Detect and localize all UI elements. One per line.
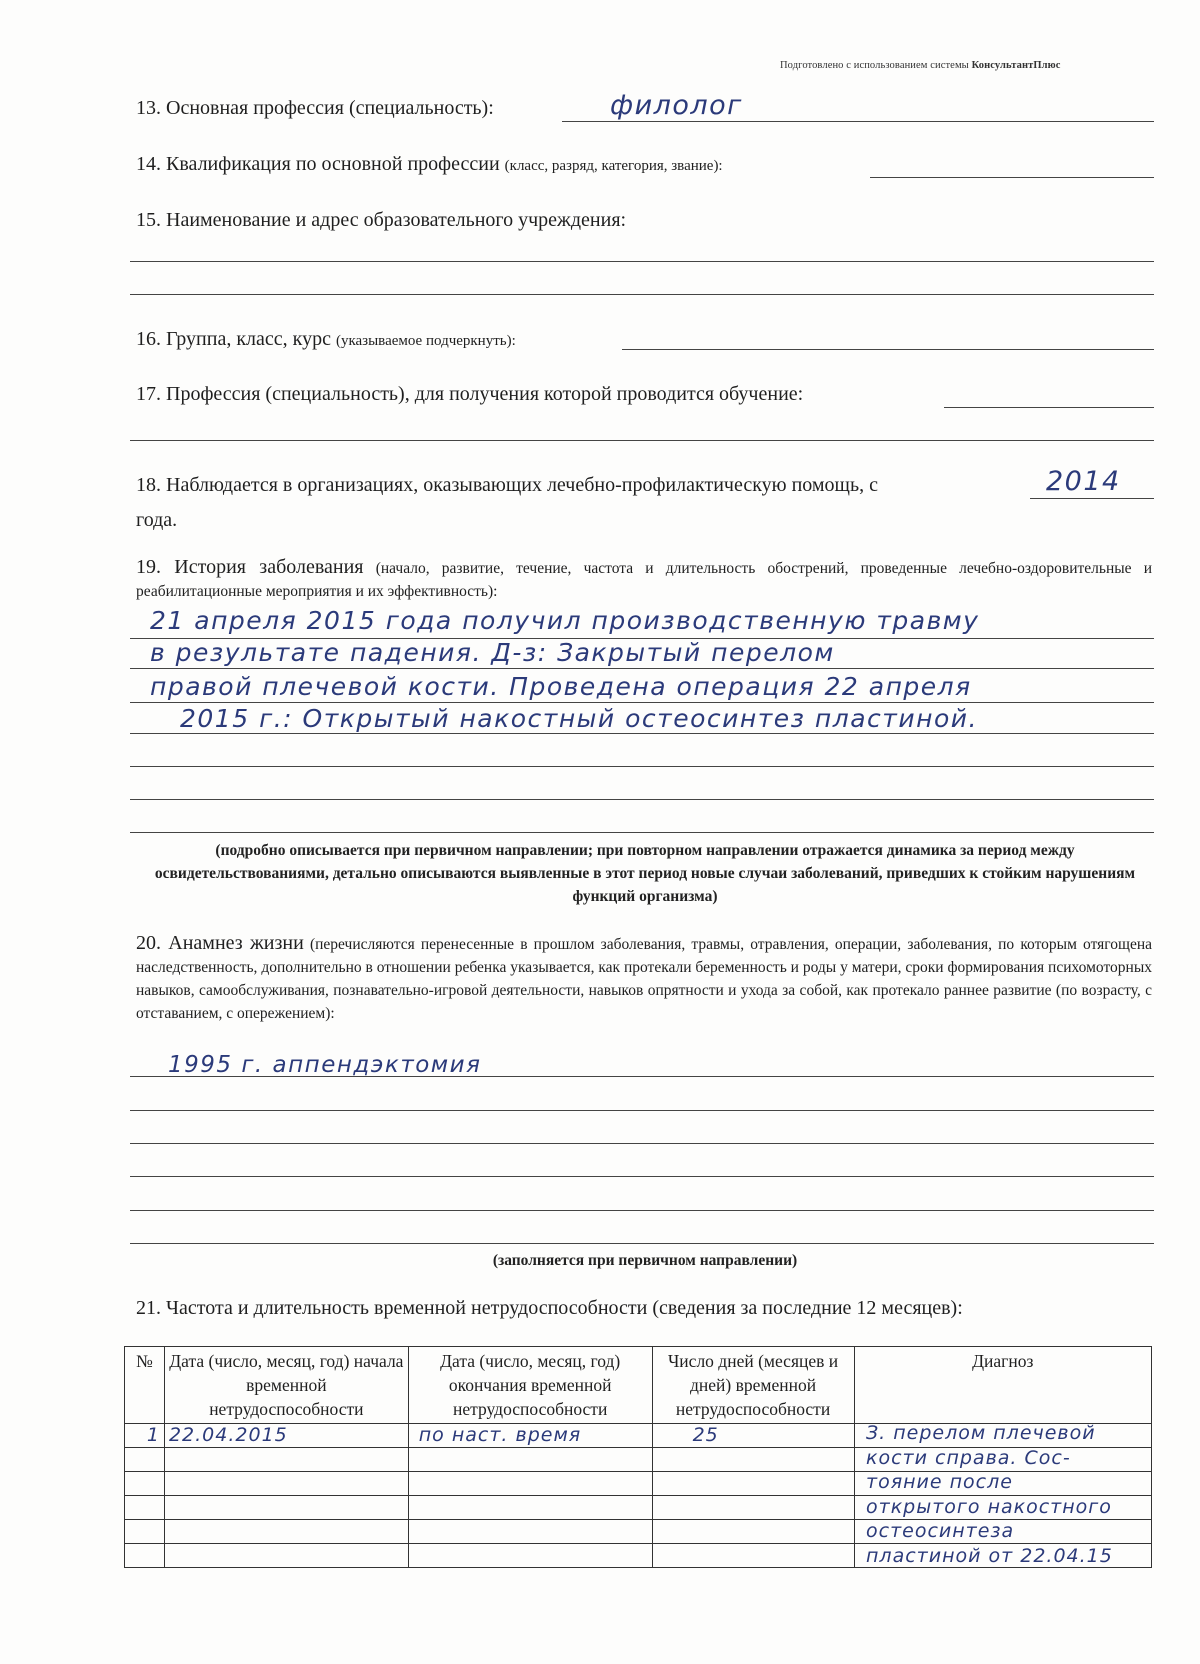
q16-label: 16. Группа, класс, курс (указываемое подчеркнуть): bbox=[136, 328, 516, 350]
q17-answer-line-2 bbox=[130, 440, 1154, 441]
diagnosis-line-4: открытого накостного bbox=[866, 1495, 1112, 1518]
q18-answer-line bbox=[1030, 498, 1154, 499]
q19-line-4 bbox=[130, 733, 1154, 734]
q19-handwriting-line-2: в результате падения. Д-з: Закрытый перелом bbox=[150, 638, 835, 667]
col-header-days: Число дней (месяцев и дней) временной нетрудоспособности bbox=[652, 1347, 854, 1424]
diagnosis-line-5: остеосинтеза bbox=[866, 1520, 1015, 1542]
q19-line-6 bbox=[130, 799, 1154, 800]
diagnosis-line-3: тояние после bbox=[866, 1471, 1013, 1493]
q20-line-4 bbox=[130, 1176, 1154, 1177]
q19-text: 19. История заболевания (начало, развитие, течение, частота и длительность обострений, проведенные лечебно-оздоровительные и реабилитационные мероприятия и их эффективность): bbox=[136, 556, 1153, 600]
q19-handwriting-line-1: 21 апреля 2015 года получил производственную травму bbox=[150, 606, 980, 635]
col-header-end-date: Дата (число, месяц, год) окончания временной нетрудоспособности bbox=[408, 1347, 652, 1424]
q19-line-2 bbox=[130, 668, 1154, 669]
q20-line-2 bbox=[130, 1110, 1154, 1111]
header-prepared-text: Подготовлено с использованием системы bbox=[780, 60, 969, 71]
col-header-diagnosis: Диагноз bbox=[854, 1347, 1152, 1424]
diagnosis-line-2: кости справа. Сос- bbox=[866, 1446, 1071, 1469]
q15-answer-line-2 bbox=[130, 294, 1154, 295]
q19-line-5 bbox=[130, 766, 1154, 767]
row1-number: 1 bbox=[125, 1424, 165, 1448]
q20-handwriting: 1995 г. аппендэктомия bbox=[168, 1052, 482, 1078]
q15-label: 15. Наименование и адрес образовательного учреждения: bbox=[136, 209, 627, 231]
q13-label: 13. Основная профессия (специальность): bbox=[136, 97, 494, 119]
row1-days: 25 bbox=[652, 1424, 854, 1448]
q21-label: 21. Частота и длительность временной нетрудоспособности (сведения за последние 12 месяцев): bbox=[136, 1297, 963, 1319]
q15-answer-line-1 bbox=[130, 261, 1154, 262]
q19-line-7 bbox=[130, 832, 1154, 833]
q17-answer-line-1 bbox=[944, 407, 1154, 408]
table-header-row bbox=[125, 1347, 1152, 1424]
q13-answer-handwriting: филолог bbox=[610, 90, 743, 121]
q20-text: 20. Анамнез жизни (перечисляются перенесенные в прошлом заболевания, травмы, отравления, операции, заболевания, по которым отягощена наследственность, дополнительно в отношении ребенка указывается, как протекали беременность и роды у матери, сроки формирования психомоторных навыков, самообслуживания, познавательно-игровой деятельности, навыков опрятности и ухода за собой, как протекало раннее развитие (по возрасту, с отставанием, с опережением): bbox=[136, 932, 1153, 1022]
q20-line-5 bbox=[130, 1210, 1154, 1211]
row1-start-date: 22.04.2015 bbox=[164, 1424, 408, 1448]
header-system-name: КонсультантПлюс bbox=[971, 60, 1061, 71]
q18-answer-handwriting: 2014 bbox=[1046, 466, 1121, 497]
q19-line-3 bbox=[130, 702, 1154, 703]
q18-suffix: года. bbox=[136, 509, 178, 531]
diagnosis-line-6: пластиной от 22.04.15 bbox=[866, 1544, 1113, 1567]
q20-note: (заполняется при первичном направлении) bbox=[492, 1252, 798, 1269]
col-header-number: № bbox=[125, 1347, 165, 1424]
q19-handwriting-line-4: 2015 г.: Открытый накостный остеосинтез пластиной. bbox=[180, 704, 978, 733]
row1-end-date: по наст. время bbox=[408, 1424, 652, 1448]
q17-label: 17. Профессия (специальность), для получения которой проводится обучение: bbox=[136, 383, 804, 405]
q19-note: (подробно описывается при первичном направлении; при повторном направлении отражается динамика за период между освидетельствованиями, детально описываются выявленные в этот период новые случаи заболеваний, приведших к стойким нарушениям функций организма) bbox=[154, 842, 1136, 905]
diagnosis-line-1: З. перелом плечевой bbox=[866, 1422, 1096, 1444]
q14-label: 14. Квалификация по основной профессии (класс, разряд, категория, звание): bbox=[136, 153, 723, 175]
consultant-plus-header bbox=[780, 60, 1061, 71]
q14-answer-line bbox=[870, 177, 1154, 178]
q19-handwriting-line-3: правой плечевой кости. Проведена операция 22 апреля bbox=[150, 672, 972, 701]
q13-answer-line bbox=[562, 121, 1154, 122]
q20-line-3 bbox=[130, 1143, 1154, 1144]
col-header-start-date: Дата (число, месяц, год) начала временной нетрудоспособности bbox=[164, 1347, 408, 1424]
q18-label: 18. Наблюдается в организациях, оказывающих лечебно-профилактическую помощь, с bbox=[136, 474, 878, 496]
q20-line-6 bbox=[130, 1243, 1154, 1244]
q16-answer-line bbox=[622, 349, 1154, 350]
diagnosis-handwriting bbox=[866, 1422, 1166, 1569]
